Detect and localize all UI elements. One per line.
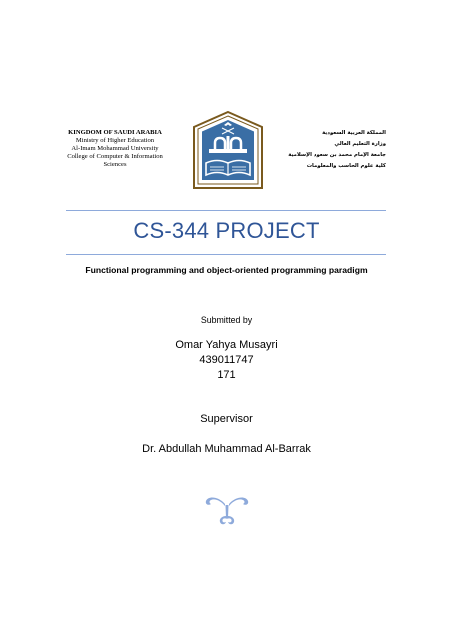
title-rule-top (66, 210, 386, 211)
page-title: CS-344 PROJECT (133, 218, 320, 243)
header-line-kingdom: KINGDOM OF SAUDI ARABIA (68, 129, 162, 136)
submitted-by-label: Submitted by (200, 315, 253, 325)
header-ar-university: جامعة الإمام محمد بن سعود الإسلامية (288, 152, 386, 158)
title-rule-bottom (66, 254, 386, 255)
institution-header-english (44, 129, 186, 169)
header-ar-ministry: وزارة التعليم العالي (334, 141, 386, 147)
project-subtitle: Functional programming and object-oriented programming paradigm (85, 265, 368, 275)
supervisor-label: Supervisor (200, 413, 253, 425)
header-line-college: College of Computer & Information (67, 153, 163, 161)
header-ar-college: كلية علوم الحاسب والمعلومات (306, 163, 386, 169)
decorative-ornament-icon (204, 494, 250, 526)
student-number: 171 (217, 369, 236, 381)
university-emblem-icon (193, 111, 263, 189)
header-line-college-cont: Sciences (103, 161, 127, 169)
student-name: Omar Yahya Musayri (175, 339, 278, 351)
supervisor-name: Dr. Abdullah Muhammad Al-Barrak (142, 443, 311, 455)
header-line-university: Al-Imam Mohammad University (71, 145, 159, 153)
institution-header-arabic (284, 129, 386, 173)
header-line-ministry: Ministry of Higher Education (75, 137, 155, 145)
header-ar-kingdom: المملكة العربية السعودية (322, 130, 386, 136)
student-id: 439011747 (199, 354, 254, 366)
